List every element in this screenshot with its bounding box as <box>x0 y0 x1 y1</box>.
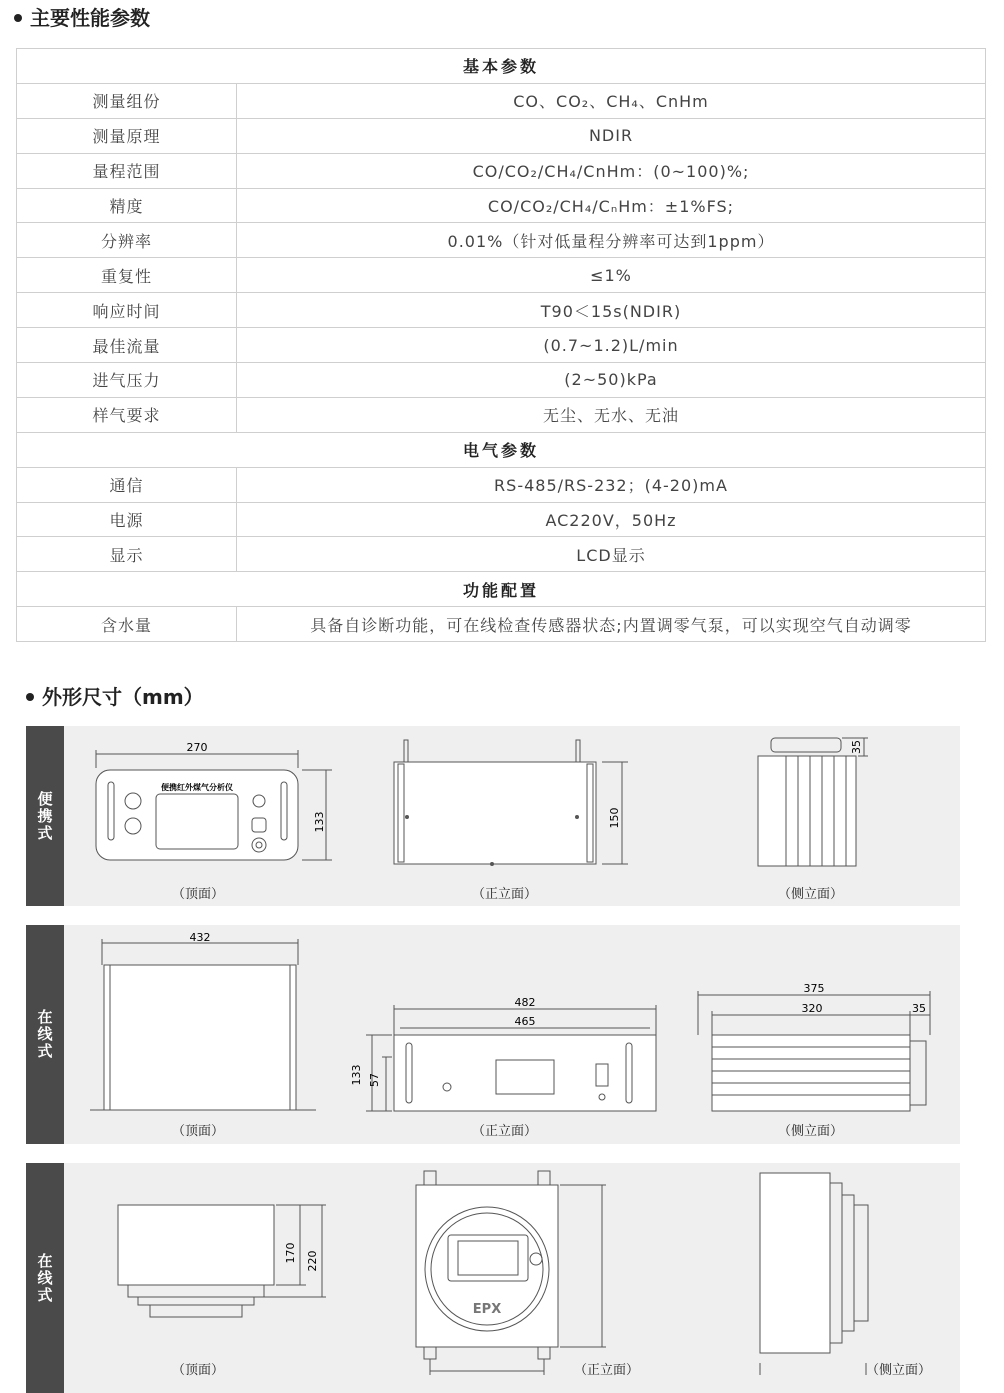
param-value: 具备自诊断功能，可在线检查传感器状态;内置调零气泵，可以实现空气自动调零 <box>237 607 986 642</box>
table-row <box>17 328 986 363</box>
param-value: RS-485/RS-232；(4-20)mA <box>237 467 986 502</box>
epx-logo-text: EPX <box>472 1302 502 1317</box>
panel-tag: 在线式 <box>26 925 64 1144</box>
param-name: 样气要求 <box>17 397 237 432</box>
param-name: 通信 <box>17 467 237 502</box>
param-name: 进气压力 <box>17 363 237 398</box>
bullet-icon <box>26 693 34 701</box>
online-drawings-2 <box>26 1163 960 1393</box>
table-group-title: 基本参数 <box>17 49 986 84</box>
dim-p2-side-ext: 35 <box>912 1002 926 1015</box>
table-row <box>17 83 986 118</box>
device-title: 便携红外煤气分析仪 <box>161 783 233 792</box>
caption-top: （顶面） <box>172 1124 225 1139</box>
param-name: 响应时间 <box>17 293 237 328</box>
dim-p1-width: 270 <box>186 741 208 754</box>
caption-front: （正立面） <box>472 1124 538 1139</box>
dim-p2-width: 432 <box>189 931 211 944</box>
param-name: 重复性 <box>17 258 237 293</box>
param-name: 分辨率 <box>17 223 237 258</box>
table-group-header <box>17 49 986 84</box>
param-name: 测量组份 <box>17 83 237 118</box>
param-value: (0.7~1.2)L/min <box>237 328 986 363</box>
dim-p1-front-height: 150 <box>608 807 621 829</box>
caption-side: （侧立面） <box>866 1363 932 1378</box>
caption-front: （正立面） <box>574 1363 640 1378</box>
portable-drawings <box>26 726 960 906</box>
param-value: NDIR <box>237 118 986 153</box>
param-name: 电源 <box>17 502 237 537</box>
dim-p3-h1: 170 <box>284 1242 297 1264</box>
table-row <box>17 363 986 398</box>
table-row <box>17 502 986 537</box>
section-title-dimensions: 外形尺寸（mm） <box>26 681 204 710</box>
param-name: 测量原理 <box>17 118 237 153</box>
caption-top: （顶面） <box>172 1363 225 1378</box>
dim-p2-front-outer: 482 <box>514 996 536 1009</box>
param-value: CO/CO₂/CH₄/CnHm：(0~100)%; <box>237 153 986 188</box>
dim-p3-h2: 220 <box>306 1250 319 1272</box>
param-name: 最佳流量 <box>17 328 237 363</box>
param-name: 精度 <box>17 188 237 223</box>
param-value: CO/CO₂/CH₄/CₙHm：±1%FS; <box>237 188 986 223</box>
param-value: 无尘、无水、无油 <box>237 397 986 432</box>
caption-top: （顶面） <box>172 887 225 902</box>
bullet-icon <box>14 14 22 22</box>
dim-p2-side-body: 320 <box>801 1002 823 1015</box>
dimension-panel-portable <box>26 726 960 906</box>
table-group-title: 功能配置 <box>17 572 986 607</box>
dim-p2-front-h1: 133 <box>350 1064 363 1086</box>
table-group-header <box>17 432 986 467</box>
table-row <box>17 188 986 223</box>
table-row <box>17 223 986 258</box>
param-value: T90＜15s(NDIR) <box>237 293 986 328</box>
dimension-panel-online-1 <box>26 925 960 1144</box>
table-group-title: 电气参数 <box>17 432 986 467</box>
caption-side: （侧立面） <box>778 1124 844 1139</box>
param-value: AC220V，50Hz <box>237 502 986 537</box>
table-row <box>17 397 986 432</box>
dim-p2-front-h2: 57 <box>368 1073 381 1087</box>
section-title-performance: 主要性能参数 <box>14 2 150 31</box>
param-value: (2~50)kPa <box>237 363 986 398</box>
spec-table <box>16 48 986 642</box>
panel-tag: 便携式 <box>26 726 64 906</box>
param-name: 量程范围 <box>17 153 237 188</box>
param-value: CO、CO₂、CH₄、CnHm <box>237 83 986 118</box>
table-row <box>17 118 986 153</box>
param-name: 含水量 <box>17 607 237 642</box>
dim-p2-side-total: 375 <box>803 982 825 995</box>
caption-front: （正立面） <box>472 887 538 902</box>
dimension-panel-online-2 <box>26 1163 960 1393</box>
table-group-header <box>17 572 986 607</box>
table-row <box>17 153 986 188</box>
param-value: ≤1% <box>237 258 986 293</box>
table-row <box>17 607 986 642</box>
table-row <box>17 467 986 502</box>
dim-p1-side-top: 35 <box>850 740 863 754</box>
dim-p1-height: 133 <box>313 811 326 833</box>
param-value: 0.01%（针对低量程分辨率可达到1ppm） <box>237 223 986 258</box>
online-drawings-1 <box>26 925 960 1144</box>
dim-p2-front-inner: 465 <box>514 1015 536 1028</box>
caption-side: （侧立面） <box>778 887 844 902</box>
table-row <box>17 258 986 293</box>
table-row <box>17 537 986 572</box>
param-name: 显示 <box>17 537 237 572</box>
param-value: LCD显示 <box>237 537 986 572</box>
panel-tag: 在线式 <box>26 1163 64 1393</box>
table-row <box>17 293 986 328</box>
